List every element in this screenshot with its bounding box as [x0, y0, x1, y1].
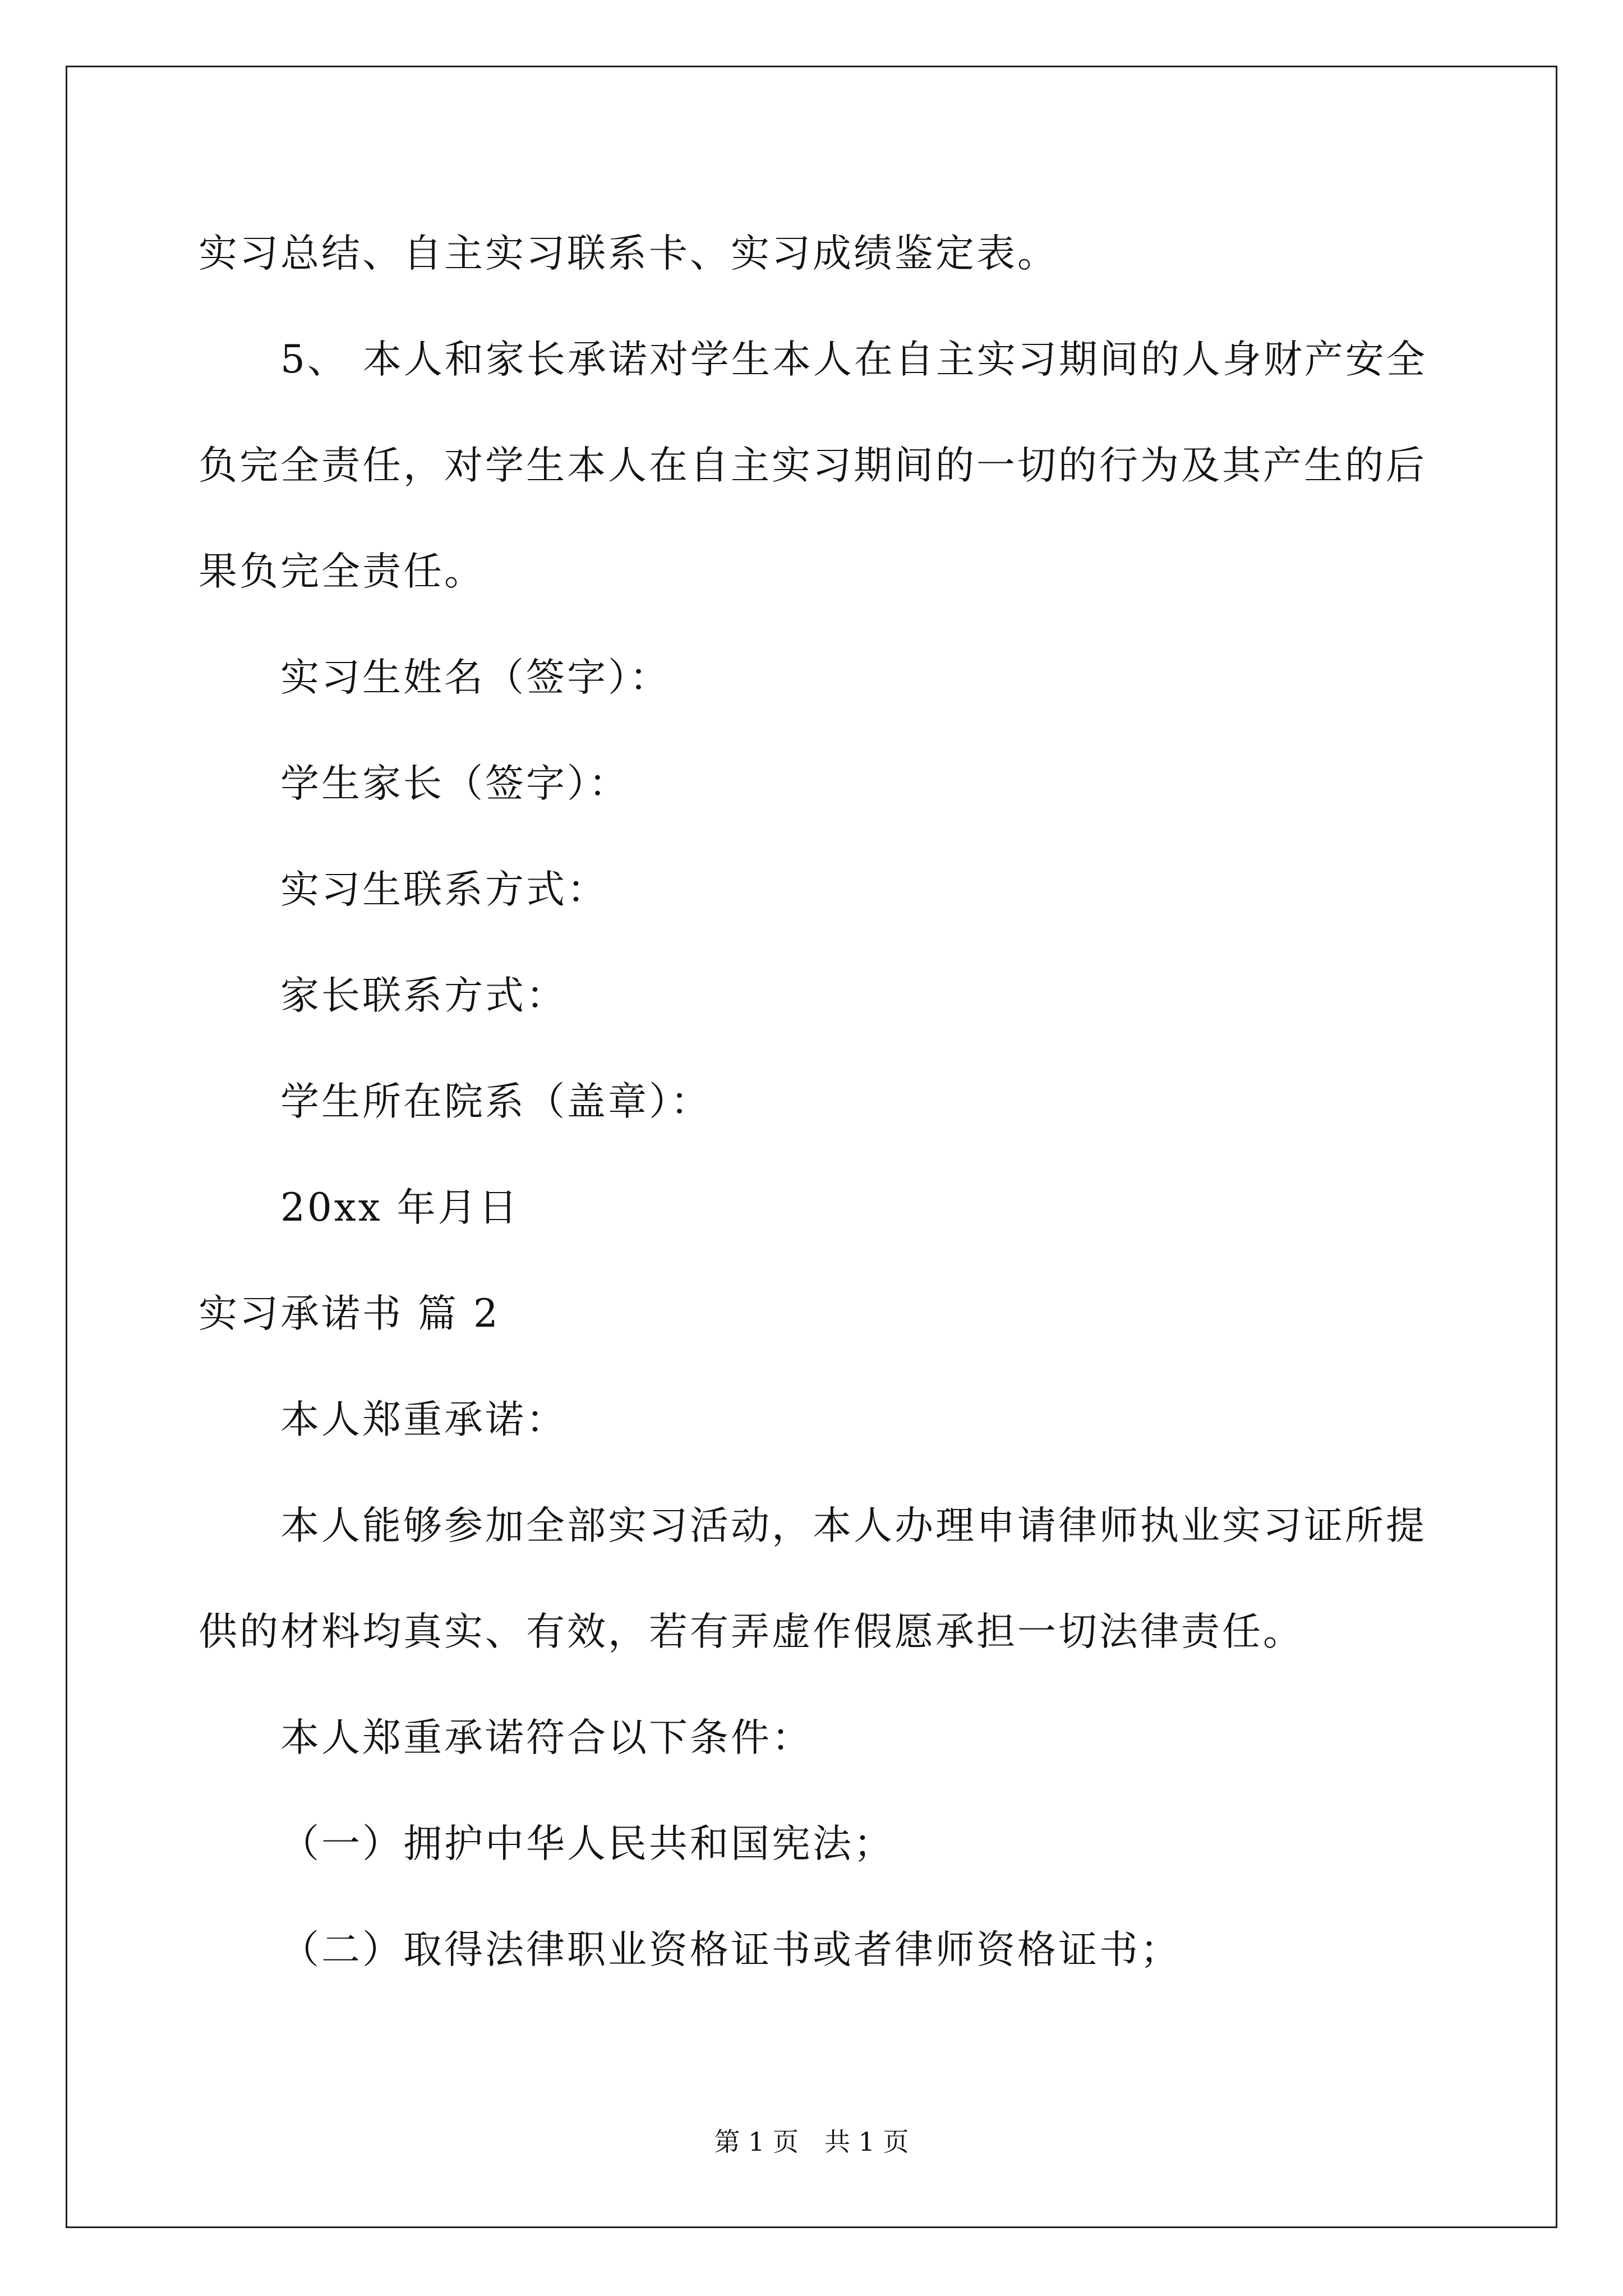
- signature-student-name: 实习生姓名（签字）：: [280, 655, 671, 700]
- body-line-13: 本人能够参加全部实习活动，本人办理申请律师执业实习证所提: [280, 1503, 1427, 1548]
- section-heading: 实习承诺书 篇 2: [199, 1291, 500, 1336]
- body-line-3: 负完全责任，对学生本人在自主实习期间的一切的行为及其产生的后: [199, 443, 1427, 488]
- condition-1: （一）拥护中华人民共和国宪法；: [280, 1821, 895, 1866]
- body-line-15: 本人郑重承诺符合以下条件：: [280, 1715, 813, 1760]
- body-line-1: 实习总结、自主实习联系卡、实习成绩鉴定表。: [199, 231, 1058, 276]
- body-line-12: 本人郑重承诺：: [280, 1397, 567, 1442]
- page-footer: 第 1 页 共 1 页: [714, 2127, 909, 2157]
- signature-parent: 学生家长（签字）：: [280, 761, 630, 806]
- page-border: [66, 66, 1557, 2228]
- date-line: 20xx 年月日: [280, 1185, 520, 1230]
- body-line-2: 5、 本人和家长承诺对学生本人在自主实习期间的人身财产安全: [280, 337, 1427, 382]
- department-seal: 学生所在院系（盖章）：: [280, 1079, 712, 1124]
- body-line-14: 供的材料均真实、有效，若有弄虚作假愿承担一切法律责任。: [199, 1609, 1304, 1654]
- parent-contact: 家长联系方式：: [280, 973, 567, 1018]
- student-contact: 实习生联系方式：: [280, 867, 608, 912]
- body-line-4: 果负完全责任。: [199, 549, 485, 594]
- condition-2: （二）取得法律职业资格证书或者律师资格证书；: [280, 1927, 1181, 1972]
